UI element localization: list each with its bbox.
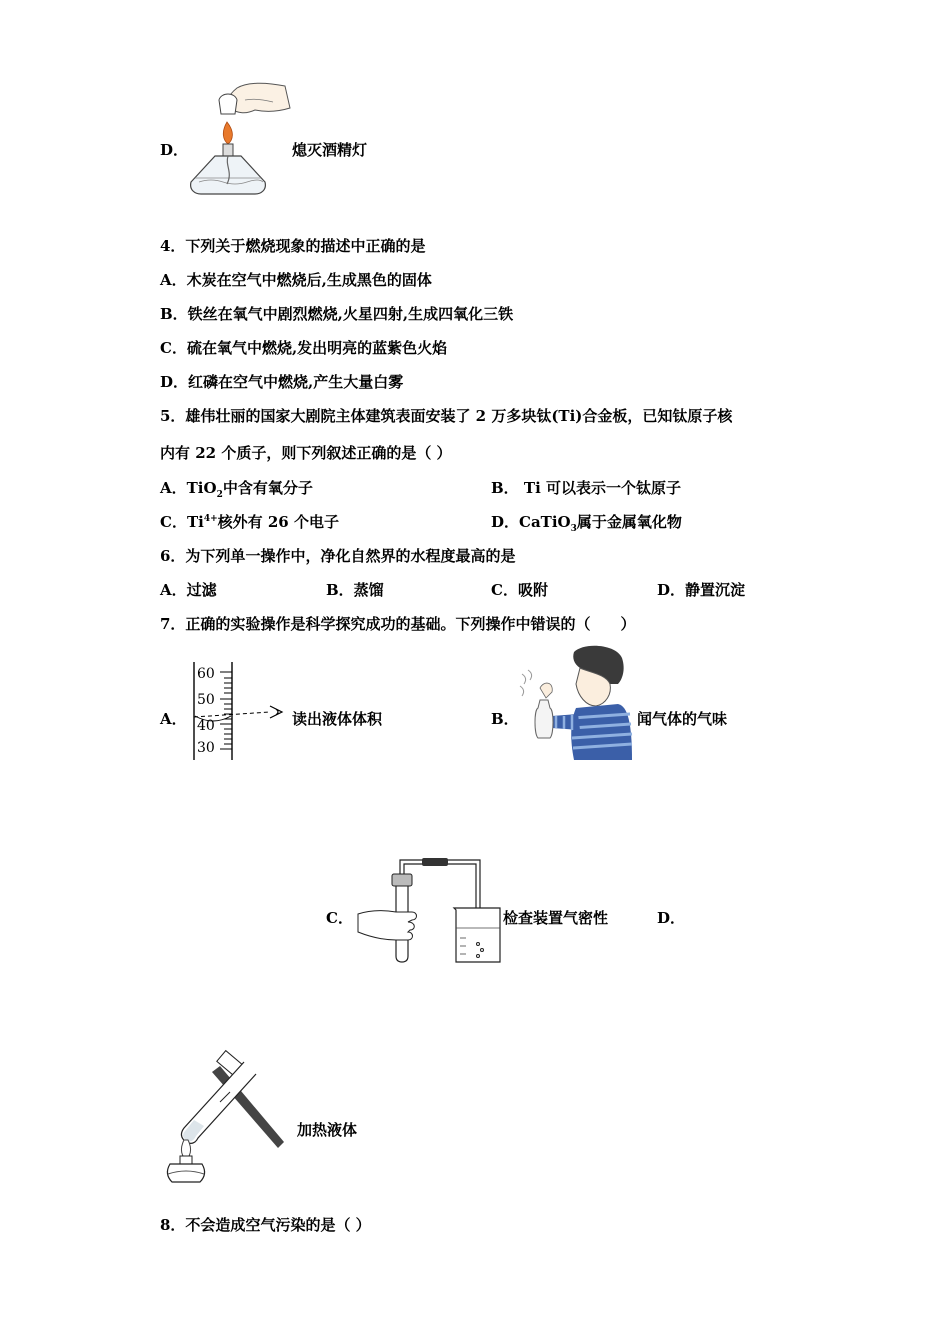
q7-option-b-label: B． — [491, 710, 519, 728]
q7-option-d-label: D． — [657, 909, 686, 927]
q8-stem: 8．不会造成空气污染的是（ ） — [160, 1216, 371, 1234]
q7-option-a-label: A． — [160, 710, 187, 728]
q7-option-d-caption: 加热液体 — [297, 1121, 358, 1139]
q7-stem: 7．正确的实验操作是科学探究成功的基础。下列操作中错误的（ ） — [160, 615, 636, 633]
q6-option-c: C．吸附 — [491, 581, 548, 599]
q5-option-b: B． Ti 可以表示一个钛原子 — [491, 479, 681, 497]
q4-option-b: B．铁丝在氧气中剧烈燃烧,火星四射,生成四氧化三铁 — [160, 305, 514, 323]
q3-option-d-caption: 熄灭酒精灯 — [292, 141, 368, 159]
q5-stem-line2: 内有 22 个质子，则下列叙述正确的是（ ） — [160, 444, 452, 462]
q5-option-a: A．TiO$_2$中含有氧分子 — [160, 479, 313, 500]
q4-option-c: C．硫在氧气中燃烧,发出明亮的蓝紫色火焰 — [160, 339, 448, 357]
q7-option-a-caption: 读出液体体积 — [292, 710, 383, 728]
q5-option-c: C．$Ti^{4+}$核外有 26 个电子 — [160, 513, 339, 531]
cylinder-tick-30: 30 — [197, 740, 215, 756]
cylinder-tick-60: 60 — [197, 666, 215, 682]
q6-option-a: A．过滤 — [160, 581, 217, 599]
q5-stem-line1: 5．雄伟壮丽的国家大剧院主体建筑表面安装了 2 万多块钛(Ti)合金板，已知钛原子核 — [160, 407, 733, 425]
cylinder-tick-50: 50 — [197, 692, 215, 708]
q6-stem: 6．为下列单一操作中，净化自然界的水程度最高的是 — [160, 547, 516, 565]
q4-stem: 4．下列关于燃烧现象的描述中正确的是 — [160, 237, 426, 255]
q7-option-c-caption: 检查装置气密性 — [503, 909, 609, 927]
smell-gas-figure — [518, 644, 636, 760]
q6-option-d: D．静置沉淀 — [657, 581, 746, 599]
q4-option-d: D．红磷在空气中燃烧,产生大量白雾 — [160, 373, 404, 391]
q7-option-b-caption: 闻气体的气味 — [637, 710, 728, 728]
cylinder-tick-40: 40 — [197, 718, 215, 734]
q4-option-a: A．木炭在空气中燃烧后,生成黑色的固体 — [160, 271, 432, 289]
q6-option-b: B．蒸馏 — [326, 581, 384, 599]
extinguish-lamp-figure — [185, 78, 295, 200]
airtightness-figure — [354, 852, 500, 966]
q5-option-d: D．CaTiO$_3$属于金属氧化物 — [491, 513, 682, 534]
q7-option-c-label: C． — [326, 909, 353, 927]
q3-option-d-label: D． — [160, 141, 189, 159]
heat-liquid-figure — [164, 1056, 294, 1188]
